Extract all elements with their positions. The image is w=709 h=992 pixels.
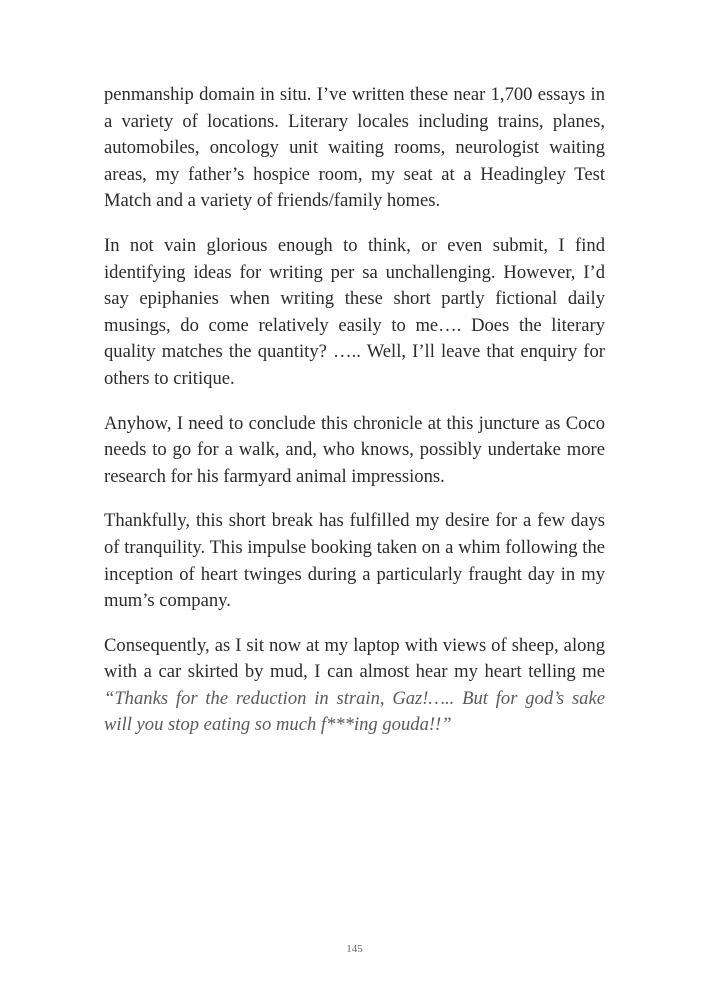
page-number: 145 bbox=[346, 943, 363, 955]
paragraph-locations: penmanship domain in situ. I’ve written these near 1,700 essays in a variety of locations. Literary locales including trains, planes, automobiles, oncology unit waiting rooms, neurologist waiting areas, my father’s hospice room, my seat at a Headingley Test Match and a variety of friends/family homes. bbox=[104, 84, 605, 212]
conclusion-lead-text: Consequently, as I sit now at my laptop with views of sheep, along with a car skirted by mud, I can almost hear my heart telling me bbox=[104, 634, 605, 683]
heart-quote: “Thanks for the reduction in strain, Gaz!….. But for god’s sake will you stop eating so much f***ing gouda!!” bbox=[104, 687, 605, 736]
paragraph-ideas: In not vain glorious enough to think, or even submit, I find identifying ideas for writing per sa unchallenging. However, I’d say epiphanies when writing these short partly fictional daily musings, do come relatively easily to me…. Does the literary quality matches the quantity? ….. Well, I’ll leave that enquiry for others to critique. bbox=[104, 234, 605, 389]
paragraph-coco-walk: Anyhow, I need to conclude this chronicle at this juncture as Coco needs to go for a walk, and, who knows, possibly undertake more research for his farmyard animal impressions. bbox=[104, 412, 605, 487]
body-text bbox=[104, 82, 605, 757]
paragraph-conclusion bbox=[104, 633, 605, 739]
paragraph-tranquility: Thankfully, this short break has fulfilled my desire for a few days of tranquility. This impulse booking taken on a whim following the inception of heart twinges during a particularly fraught day in my mum’s company. bbox=[104, 510, 605, 612]
